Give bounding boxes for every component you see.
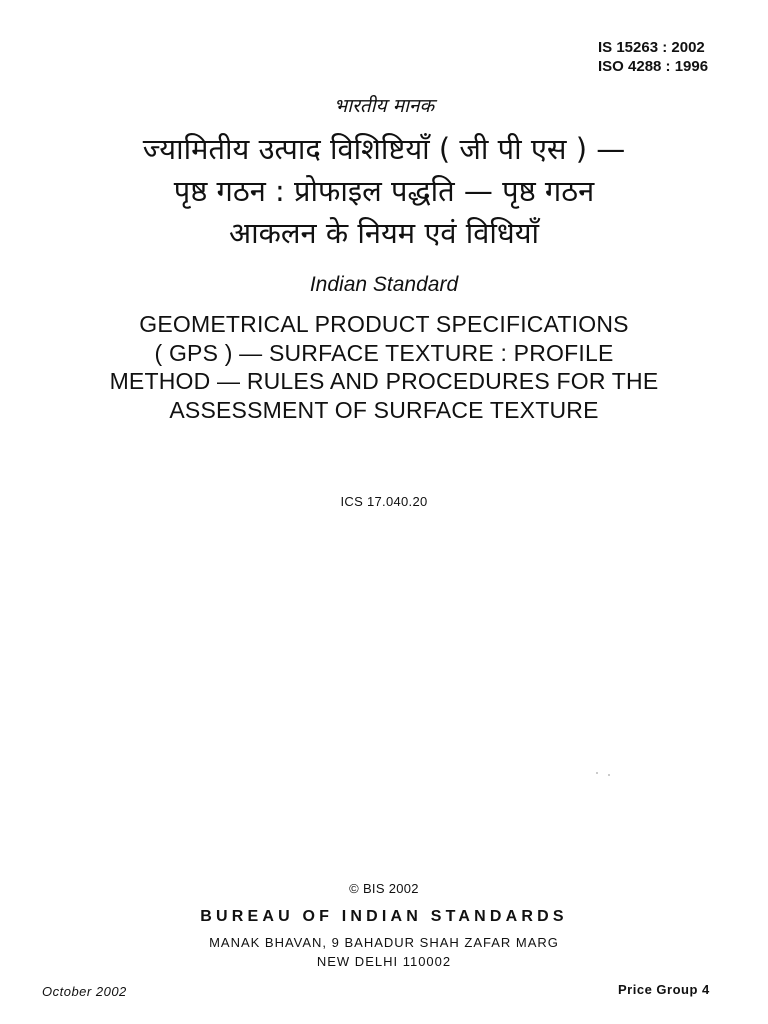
english-title-line: ASSESSMENT OF SURFACE TEXTURE (169, 396, 599, 423)
hindi-title (0, 128, 768, 254)
english-title-line: ( GPS ) — SURFACE TEXTURE : PROFILE (154, 339, 614, 366)
iso-number: ISO 4288 : 1996 (598, 58, 709, 75)
address-line: MANAK BHAVAN, 9 BAHADUR SHAH ZAFAR MARG (209, 935, 559, 950)
hindi-title-line: ज्यामितीय उत्पाद विशिष्टियाँ ( जी पी एस ) — (142, 132, 626, 166)
publisher-address (0, 933, 768, 971)
address-line: NEW DELHI 110002 (316, 954, 452, 969)
price-group: Price Group 4 (618, 982, 710, 997)
hindi-standard-label: भारतीय मानक (333, 95, 435, 117)
english-title-line: GEOMETRICAL PRODUCT SPECIFICATIONS (139, 311, 629, 337)
is-number: IS 15263 : 2002 (598, 39, 705, 56)
ics-code: ICS 17.040.20 (340, 494, 428, 509)
scan-speck (608, 774, 610, 776)
publication-date: October 2002 (42, 984, 127, 999)
hindi-title-line: आकलन के नियम एवं विधियाँ (228, 216, 540, 250)
hindi-title-line: पृष्ठ गठन : प्रोफाइल पद्धति — पृष्ठ गठन (173, 174, 595, 208)
english-standard-label: Indian Standard (309, 273, 459, 296)
scan-speck (596, 772, 598, 774)
english-title-line: METHOD — RULES AND PROCEDURES FOR THE (109, 368, 659, 394)
english-title (0, 310, 768, 424)
publisher-name: BUREAU OF INDIAN STANDARDS (200, 908, 568, 925)
standard-numbers (598, 38, 708, 76)
copyright-notice: © BIS 2002 (349, 881, 419, 896)
